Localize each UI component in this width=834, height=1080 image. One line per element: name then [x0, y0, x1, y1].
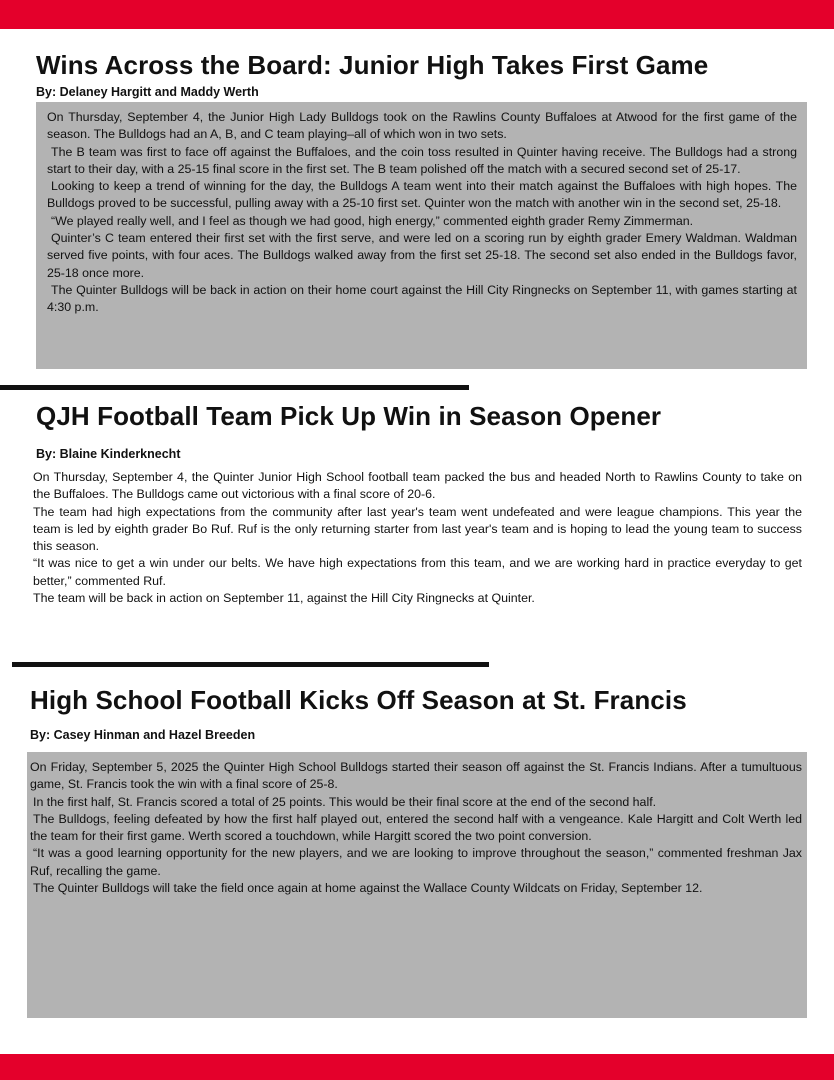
article-3-paragraph: “It was a good learning opportunity for the new players, and we are looking to improve throughout the season,” commented freshman Jax Ruf, recalling the game.: [30, 846, 802, 878]
section-divider: [12, 662, 489, 667]
article-1-paragraph: The Quinter Bulldogs will be back in action on their home court against the Hill City Ringnecks on September 11, with games starting at 4:30 p.m.: [47, 282, 797, 315]
section-divider: [0, 385, 469, 390]
article-2-byline: By: Blaine Kinderknecht: [36, 447, 181, 461]
article-3-body: [27, 752, 807, 1018]
article-3-paragraph: On Friday, September 5, 2025 the Quinter High School Bulldogs started their season off against the St. Francis Indians. After a tumultuous game, St. Francis took the win with a final score of 25-8.: [30, 760, 802, 792]
article-2-paragraph: On Thursday, September 4, the Quinter Junior High School football team packed the bus and headed North to Rawlins County to take on the Buffaloes. The Bulldogs came out victorious with a final score of 20-6.: [33, 470, 802, 502]
article-3-paragraph: In the first half, St. Francis scored a total of 25 points. This would be their final score at the end of the second half.: [33, 794, 657, 809]
article-2-paragraph: “It was nice to get a win under our belts. We have high expectations from this team, and we are working hard in practice everyday to get better,” commented Ruf.: [33, 556, 802, 588]
article-2-headline: QJH Football Team Pick Up Win in Season Opener: [36, 401, 662, 431]
article-3-paragraph: The Quinter Bulldogs will take the field once again at home against the Wallace County Wildcats on Friday, September 12.: [33, 881, 703, 896]
bottom-accent-band: [0, 1054, 834, 1080]
article-2-paragraph: The team had high expectations from the community after last year's team went undefeated and were league champions. This year the team is led by eighth grader Bo Ruf. Ruf is the only returning starter from last year's team and is hoping to lead the young team to success this season.: [33, 504, 802, 554]
article-1-paragraph: The B team was first to face off against the Buffaloes, and the coin toss resulted in Quinter having receive. The Bulldogs had a strong start to their day, with a 25-15 final score in the first set. The B team polished off the match with a secured second set of 25-17.: [47, 144, 797, 176]
article-2-body: [33, 469, 802, 607]
article-1-paragraph: “We played really well, and I feel as though we had good, high energy,” commented eighth grader Remy Zimmerman.: [51, 213, 694, 228]
article-3-byline: By: Casey Hinman and Hazel Breeden: [30, 728, 256, 742]
top-accent-band: [0, 0, 834, 29]
article-1-body: [36, 102, 807, 369]
article-3-headline: High School Football Kicks Off Season at St. Francis: [30, 685, 687, 715]
article-2-paragraph: The team will be back in action on September 11, against the Hill City Ringnecks at Quinter.: [33, 591, 535, 606]
article-1-paragraph: On Thursday, September 4, the Junior High Lady Bulldogs took on the Rawlins County Buffaloes at Atwood for the first game of the season. The Bulldogs had an A, B, and C team playing–all of which won in two sets.: [47, 110, 797, 142]
article-3-paragraph: The Bulldogs, feeling defeated by how the first half played out, entered the second half with a vengeance. Kale Hargitt and Colt Werth led the team for their first game. Werth scored a touchdown, while Hargitt scored the two point conversion.: [30, 811, 802, 844]
article-1-paragraph: Quinter’s C team entered their first set with the first serve, and were led on a scoring run by eighth grader Emery Waldman. Waldman served five points, with four aces. The Bulldogs walked away from the first set 25-18. The second set also ended in the Bulldogs favor, 25-18 once more.: [47, 231, 797, 280]
article-1-headline: Wins Across the Board: Junior High Takes First Game: [36, 50, 709, 80]
article-1-paragraph: Looking to keep a trend of winning for the day, the Bulldogs A team went into their match against the Buffaloes with high hopes. The Bulldogs proved to be successful, pulling away with a 25-10 first set. Quinter won the match with another win in the second set, 25-18.: [47, 179, 797, 211]
article-1-byline: By: Delaney Hargitt and Maddy Werth: [36, 85, 259, 99]
